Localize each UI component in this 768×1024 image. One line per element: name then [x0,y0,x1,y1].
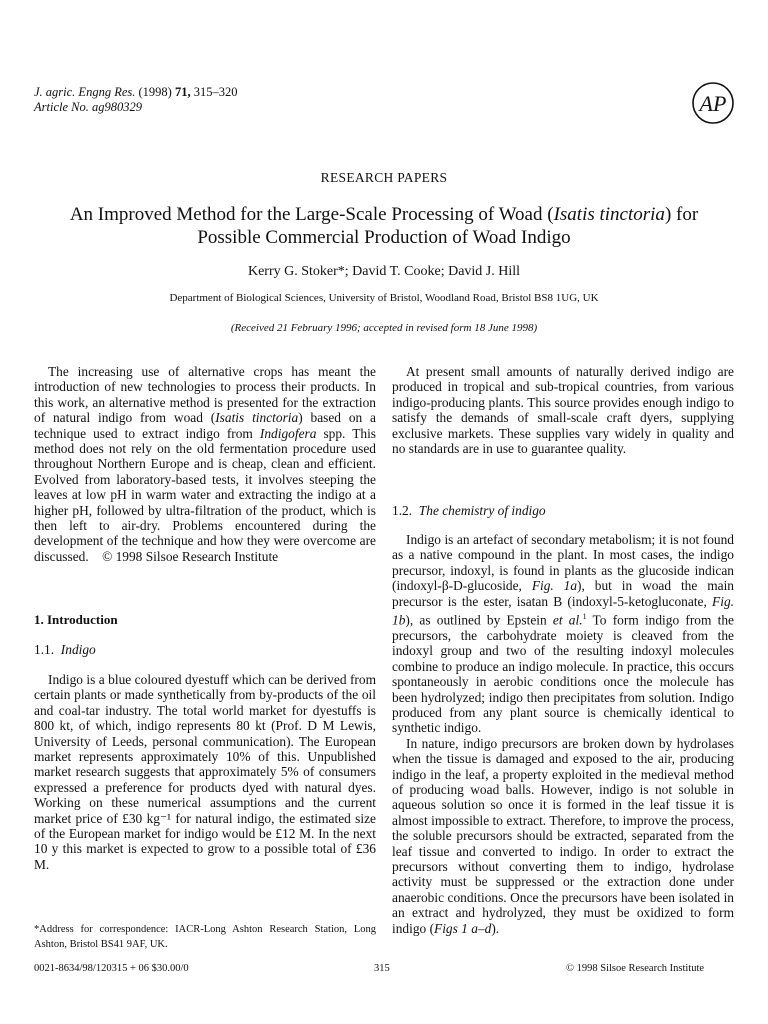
footer-code: 0021-8634/98/120315 + 06 $30.00/0 [34,963,189,974]
journal-year: (1998) [138,85,172,99]
page-number: 315 [374,963,390,974]
chemistry-body [392,532,734,936]
title-species: Isatis tinctoria [553,204,665,225]
logo-text: AP [699,91,727,116]
abstract-text: The increasing use of alternative crops has meant the introduction of new technologies to process their products. In this work, an alternative method is presented for the extraction of natural indigo from woad (Isatis tinctoria) based on a technique used to extract indigo from Indigofera spp. This method does not rely on the old fermentation procedure used throughout Northern Europe and is cheap, clean and efficient. Evolved from laboratory-based tests, it involves steeping the leaves at low pH in warm water and extracting the indigo at a higher pH, followed by ultra-filtration of the product, which is then left to air-dry. Problems encountered during the development of the technique and how they were overcome are discussed. © 1998 Silsoe Research Institute [34,364,376,564]
journal-line [34,85,237,100]
subsection-heading-indigo: 1.1. Indigo [34,642,96,657]
abstract [34,364,376,564]
abstract-copyright: © 1998 Silsoe Research Institute [102,548,279,564]
subsection-heading-chemistry: 1.2. The chemistry of indigo [392,503,546,518]
introduction-body [34,672,376,872]
section-label: RESEARCH PAPERS [320,170,448,185]
publisher-logo-icon [690,80,736,126]
title-line2: Possible Commercial Production of Woad Indigo [197,227,571,248]
journal-volume: 71, [174,85,191,99]
authors: Kerry G. Stoker*; David T. Cooke; David J. Hill [247,264,521,279]
right-column-intro [392,364,734,456]
section-heading-introduction: 1. Introduction [34,612,118,627]
journal-citation [34,85,237,115]
chemistry-paragraph-1: Indigo is an artefact of secondary metabolism; it is not found as a native compound in the plant. In most cases, the indigo precursor, indoxyl, is found in plants as the glucoside indican (indoxyl-β-D-glucoside, Fig. 1a), but in woad the main precursor is the ester, isatan B (indoxyl-5-ketogluconate, Fig. 1b), as outlined by Epstein et al.$^1$ To form indigo from the precursors, the carbohydrate moiety is cleaved from the indoxyl group and two of the resulting indoxyl molecules combine to produce an indigo molecule. In practice, this occurs spontaneously in aerobic conditions once the molecule has been hydrolyzed; indigo then precipitates from solution. Indigo produced from any plant source is chemically identical to synthetic indigo. [392,532,734,736]
journal-pages: 315–320 [193,85,238,99]
received-date: (Received 21 February 1996; accepted in revised form 18 June 1998) [230,322,538,334]
correspondence-footnote: *Address for correspondence: IACR-Long Ashton Research Station, Long Ashton, Bristol BS41 9AF, UK. [34,924,376,950]
footer-copyright: © 1998 Silsoe Research Institute [566,963,705,974]
title-part1: An Improved Method for the Large-Scale Processing of Woad ( [69,204,554,225]
chemistry-paragraph-2: In nature, indigo precursors are broken down by hydrolases when the tissue is damaged and exposed to the air, producing indigo in the leaf, a property exploited in the medieval method of producing woad balls. However, indigo is not soluble in aqueous solution so once it is formed in the leaf tissue it is almost impossible to extract. Therefore, to improve the process, the soluble precursors should be extracted, separated from the leaf tissue and converted to indigo. In order to extract the precursors without converting them to indigo, hydrolase activity must be suppressed or the extraction done under anaerobic conditions. Once the precursors have been isolated in an extract and hydrolyzed, they must be oxidized to form indigo (Figs 1 a–d). [392,735,734,936]
paper-title [24,203,744,249]
article-number: Article No. ag980329 [34,100,142,114]
journal-name: J. agric. Engng Res. [34,85,136,99]
right-paragraph-1: At present small amounts of naturally derived indigo are produced in tropical and sub-tropical countries, from various indigo-producing plants. This source provides enough indigo to satisfy the demands of small-scale craft dyers, supplying exclusive markets. These supplies vary widely in quality and no standards are in use to guarantee quality. [392,364,734,457]
introduction-paragraph: Indigo is a blue coloured dyestuff which can be derived from certain plants or made synthetically from by-products of the oil and coal-tar industry. The total world market for dyestuffs is 800 kt, of which, indigo represents 80 kt (Prof. D M Lewis, University of Leeds, personal communication). The European market represents approximately 10% of this. Unpublished market research suggests that approximately 5% of consumers expressed a preference for products dyed with natural dyes. Working on these numerical assumptions and the current market price of £30 kg⁻¹ for natural indigo, the estimated size of the European market for indigo would be £12 M. In the next 10 y this market is expected to grow to a possible total of £36 M. [34,672,376,872]
title-part2: ) for [664,204,699,225]
affiliation: Department of Biological Sciences, University of Bristol, Woodland Road, Bristol BS8 1UG, UK [169,292,599,304]
